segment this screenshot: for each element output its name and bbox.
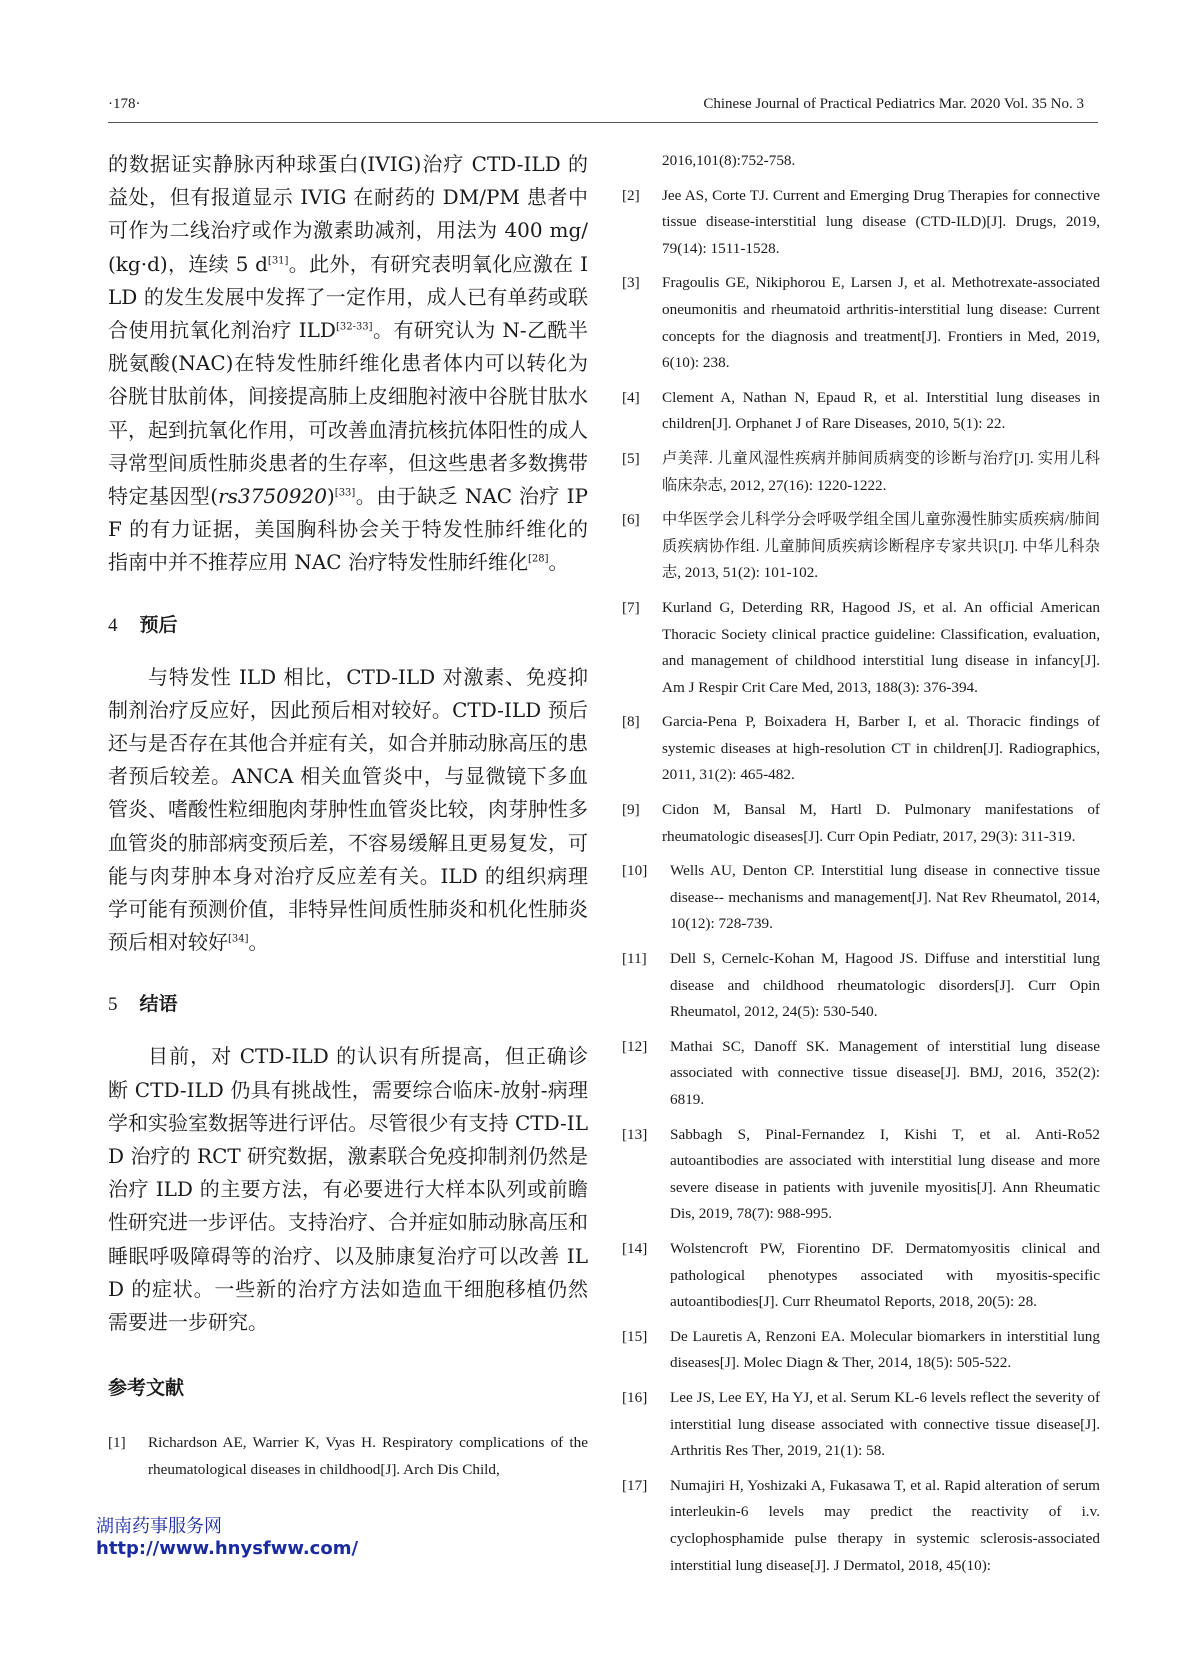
reference-text: Lee JS, Lee EY, Ha YJ, et al. Serum KL-6 levels reflect the severity of interstitial lung disease associated with connective tissue disease[J]. Arthritis Res Ther, 2019, 21(1): 58. bbox=[670, 1388, 1100, 1460]
gene-type: rs3750920 bbox=[218, 484, 327, 509]
reference-1-continued: 2016,101(8):752-758. bbox=[662, 152, 796, 169]
reference-number: [2] bbox=[622, 186, 640, 204]
reference-text: Jee AS, Corte TJ. Current and Emerging Drug Therapies for connective tissue disease-interstitial lung disease (CTD-ILD)[J]. Drugs, 2019, 79(14): 1511-1528. bbox=[662, 186, 1100, 257]
reference-text: De Lauretis A, Renzoni EA. Molecular biomarkers in interstitial lung diseases[J]. Molec Diagn & Ther, 2014, 18(5): 505-522. bbox=[670, 1327, 1100, 1372]
reference-item bbox=[622, 183, 1100, 263]
running-header bbox=[108, 92, 1098, 123]
citation-31: [31] bbox=[267, 254, 289, 266]
reference-item bbox=[622, 1034, 1100, 1114]
citation-28: [28] bbox=[527, 553, 549, 565]
reference-number: [14] bbox=[622, 1239, 648, 1257]
references-heading: 参考文献 bbox=[108, 1377, 185, 1400]
watermark-url: http://www.hnysfww.com/ bbox=[96, 1538, 359, 1559]
watermark-name: 湖南药事服务网 bbox=[96, 1516, 222, 1537]
reference-item bbox=[622, 1324, 1100, 1377]
reference-text: Numajiri H, Yoshizaki A, Fukasawa T, et al. Rapid alteration of serum interleukin-6 levels may predict the reactivity of i.v. cyclophosphamide pulse therapy in systemic sclerosis-associated interstitial lung disease[J]. J Dermatol, 2018, 45(10): bbox=[670, 1476, 1100, 1574]
reference-number: [12] bbox=[622, 1037, 648, 1055]
reference-number: [7] bbox=[622, 598, 640, 616]
reference-item bbox=[622, 858, 1100, 938]
reference-text: Garcia-Pena P, Boixadera H, Barber I, et al. Thoracic findings of systemic diseases at high-resolution CT in children[J]. Radiographics, 2011, 31(2): 465-482. bbox=[662, 713, 1100, 784]
body-paragraph-2: 与特发性 ILD 相比，CTD-ILD 对激素、免疫抑制剂治疗反应好，因此预后相对较好。CTD-ILD 预后还与是否存在其他合并症有关，如合并肺动脉高压的患者预后较差。ANCA 相关血管炎中，与显微镜下多血管炎、嗜酸性粒细胞肉芽肿性血管炎比较，肉芽肿性多血管炎的肺部病变预后差，不容易缓解且更易复发，可能与肉芽肿本身对治疗反应差有关。ILD 的组织病理学可能有预测价值，非特异性间质性肺炎和机化性肺炎预后相对较好[34]。 bbox=[108, 664, 588, 955]
reference-item bbox=[622, 1385, 1100, 1465]
reference-number: [3] bbox=[622, 274, 640, 292]
reference-item bbox=[622, 385, 1100, 438]
reference-number: [10] bbox=[622, 862, 648, 880]
reference-list bbox=[622, 183, 1100, 1580]
reference-item bbox=[622, 797, 1100, 850]
reference-item bbox=[622, 1122, 1100, 1228]
reference-text: Sabbagh S, Pinal-Fernandez I, Kishi T, et al. Anti-Ro52 autoantibodies are associated with interstitial lung disease and more severe disease in patients with juvenile myositis[J]. Ann Rheumatic Dis, 2019, 78(7): 988-995. bbox=[670, 1125, 1100, 1223]
reference-text: Wells AU, Denton CP. Interstitial lung disease in connective tissue disease-- mechanisms and management[J]. Nat Rev Rheumatol, 2014, 10(12): 728-739. bbox=[670, 862, 1100, 933]
reference-text: Mathai SC, Danoff SK. Management of interstitial lung disease associated with connective tissue disease[J]. BMJ, 2016, 352(2): 6819. bbox=[670, 1037, 1100, 1108]
left-column bbox=[108, 148, 588, 1491]
reference-text: Dell S, Cernelc-Kohan M, Hagood JS. Diffuse and interstitial lung disease and childhood rheumatologic disorders[J]. Curr Opin Rheumatol, 2012, 24(5): 530-540. bbox=[670, 950, 1100, 1021]
reference-text: Kurland G, Deterding RR, Hagood JS, et al. An official American Thoracic Society clinical practice guideline: Classification, evaluation, and management of childhood interstitial lung disease in infancy[J]. Am J Respir Crit Care Med, 2013, 188(3): 376-394. bbox=[662, 598, 1100, 696]
reference-item bbox=[622, 446, 1100, 499]
reference-item bbox=[622, 507, 1100, 587]
reference-number: [17] bbox=[622, 1476, 648, 1494]
citation-34: [34] bbox=[228, 933, 249, 945]
reference-item bbox=[622, 709, 1100, 789]
reference-number: [13] bbox=[622, 1125, 648, 1143]
section-4-heading: 4 预后 bbox=[108, 613, 178, 636]
page-number: ·178· bbox=[108, 96, 141, 112]
body-paragraph-3: 目前，对 CTD-ILD 的认识有所提高，但正确诊断 CTD-ILD 仍具有挑战性，需要综合临床-放射-病理学和实验室数据等进行评估。尽管很少有支持 CTD-ILD 治疗的 RCT 研究数据，激素联合免疫抑制剂仍然是治疗 ILD 的主要方法，有必要进行大样本队列或前瞻性研究进一步评估。支持治疗、合并症如肺动脉高压和睡眠呼吸障碍等的治疗、以及肺康复治疗可以改善 ILD 的症状。一些新的治疗方法如造血干细胞移植仍然需要进一步研究。 bbox=[108, 1044, 588, 1335]
reference-number: [15] bbox=[622, 1327, 648, 1345]
reference-number: [4] bbox=[622, 388, 640, 406]
body-paragraph-1: 的数据证实静脉丙种球蛋白(IVIG)治疗 CTD-ILD 的益处，但有报道显示 IVIG 在耐药的 DM/PM 患者中可作为二线治疗或作为激素助减剂，用法为 400 mg/(kg·d)，连续 5 d[31]。此外，有研究表明氧化应激在 ILD 的发生发展中发挥了一定作用，成人已有单药或联合使用抗氧化剂治疗 ILD[32-33]。有研究认为 N-乙酰半胱氨酸(NAC)在特发性肺纤维化患者体内可以转化为谷胱甘肽前体，间接提高肺上皮细胞衬液中谷胱甘肽水平，起到抗氧化作用，可改善血清抗核抗体阳性的成人寻常型间质性肺炎患者的生存率，但这些患者多数携带特定基因型(rs3750920)[33]。由于缺乏 NAC 治疗 IPF 的有力证据，美国胸科协会关于特发性肺纤维化的指南中并不推荐应用 NAC 治疗特发性肺纤维化[28]。 bbox=[108, 152, 588, 575]
reference-text: Wolstencroft PW, Fiorentino DF. Dermatomyositis clinical and pathological phenotypes associated with myositis-specific autoantibodies[J]. Curr Rheumatol Reports, 2018, 20(5): 28. bbox=[670, 1239, 1100, 1311]
reference-text: 卢美萍. 儿童风湿性疾病并肺间质病变的诊断与治疗[J]. 实用儿科临床杂志, 2012, 27(16): 1220-1222. bbox=[662, 449, 1100, 494]
reference-text: 中华医学会儿科学分会呼吸学组全国儿童弥漫性肺实质疾病/肺间质疾病协作组. 儿童肺间质疾病诊断程序专家共识[J]. 中华儿科杂志, 2013, 51(2): 101-102. bbox=[662, 511, 1100, 582]
citation-33: [33] bbox=[334, 487, 356, 499]
reference-number: [9] bbox=[622, 801, 640, 819]
reference-item bbox=[622, 595, 1100, 701]
reference-text: Fragoulis GE, Nikiphorou E, Larsen J, et al. Methotrexate-associated oneumonitis and rheumatoid arthritis-interstitial lung disease: Current concepts for the diagnosis and treatment[J]. Frontiers in Med, 2019, 6(10): 238. bbox=[662, 274, 1100, 372]
reference-item bbox=[622, 1473, 1100, 1579]
journal-citation: Chinese Journal of Practical Pediatrics Mar. 2020 Vol. 35 No. 3 bbox=[703, 96, 1084, 112]
right-column bbox=[622, 148, 1100, 1587]
reference-number: [16] bbox=[622, 1388, 648, 1406]
section-5-heading: 5 结语 bbox=[108, 993, 178, 1016]
citation-32-33: [32-33] bbox=[335, 321, 373, 333]
reference-number: [11] bbox=[622, 950, 647, 968]
reference-item bbox=[622, 270, 1100, 376]
site-watermark bbox=[96, 1516, 358, 1560]
reference-number: [5] bbox=[622, 449, 640, 467]
reference-text: Cidon M, Bansal M, Hartl D. Pulmonary manifestations of rheumatologic diseases[J]. Curr Opin Pediatr, 2017, 29(3): 311-319. bbox=[662, 801, 1100, 845]
reference-number: [8] bbox=[622, 713, 640, 731]
reference-number: [6] bbox=[622, 511, 640, 529]
reference-text: Clement A, Nathan N, Epaud R, et al. Interstitial lung diseases in children[J]. Orphanet J of Rare Diseases, 2010, 5(1): 22. bbox=[662, 388, 1100, 433]
reference-item bbox=[622, 1236, 1100, 1316]
reference-item bbox=[622, 946, 1100, 1026]
reference-1: [1] Richardson AE, Warrier K, Vyas H. Respiratory complications of the rheumatological diseases in childhood[J]. Arch Dis Child, bbox=[108, 1434, 588, 1478]
